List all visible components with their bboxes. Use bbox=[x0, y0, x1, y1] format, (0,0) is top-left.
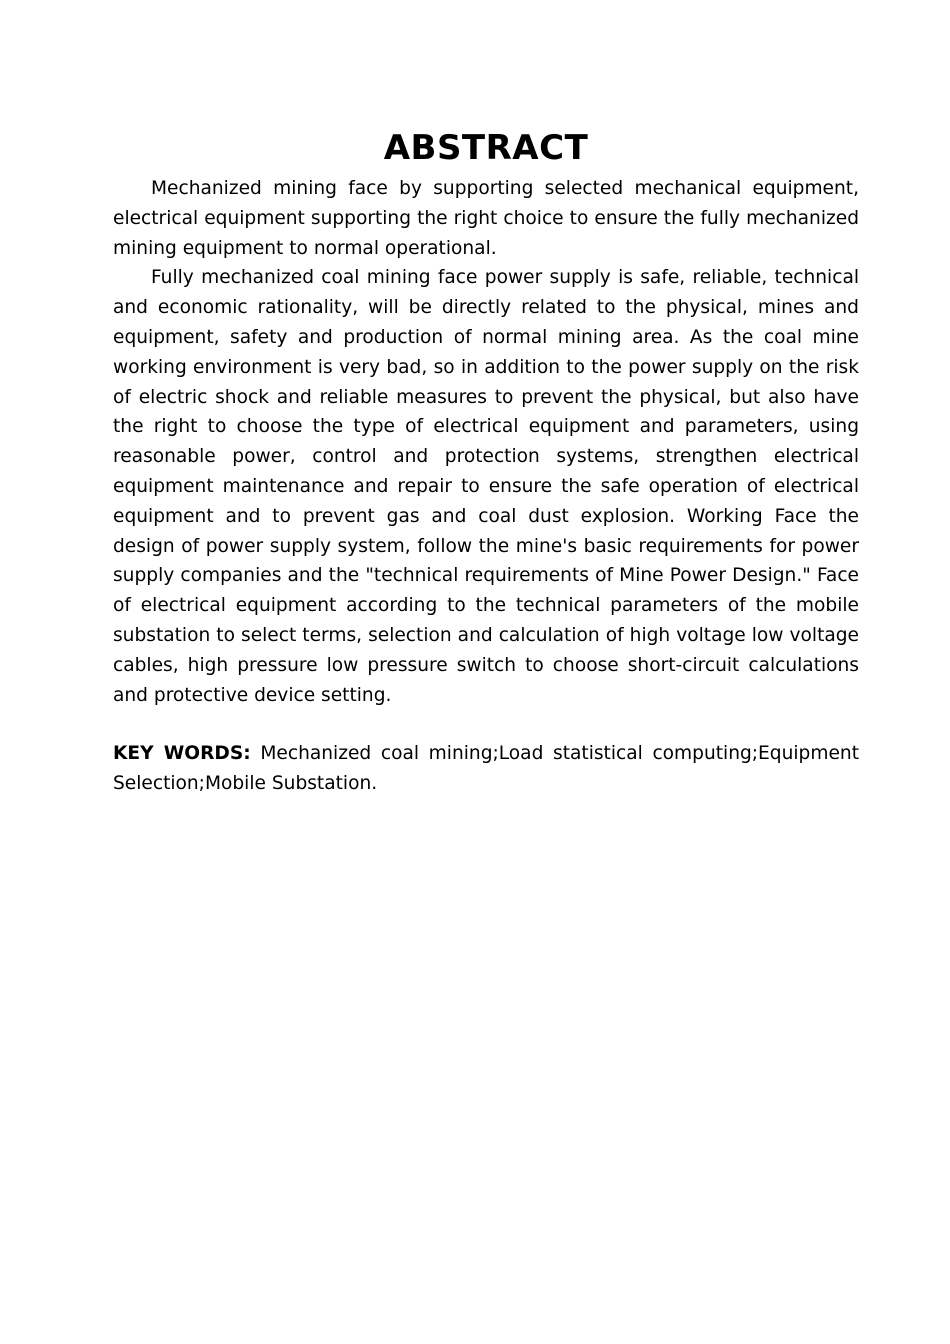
keywords-text: Mechanized coal mining;Load statistical computing;Equipment Selection;Mobile Substation. bbox=[113, 743, 859, 795]
keywords-line bbox=[113, 739, 859, 799]
abstract-paragraph-1: Mechanized mining face by supporting selected mechanical equipment, electrical equipment supporting the right choice to ensure the fully mechanized mining equipment to normal operational. bbox=[113, 178, 859, 259]
abstract-paragraph-2: Fully mechanized coal mining face power supply is safe, reliable, technical and economic rationality, will be directly related to the physical, mines and equipment, safety and production of normal mining area. As the coal mine working environment is very bad, so in addition to the power supply on the risk of electric shock and reliable measures to prevent the physical, but also have the right to choose the type of electrical equipment and parameters, using reasonable power, control and protection systems, strengthen electrical equipment maintenance and repair to ensure the safe operation of electrical equipment and to prevent gas and coal dust explosion. Working Face the design of power supply system, follow the mine's basic requirements for power supply companies and the "technical requirements of Mine Power Design." Face of electrical equipment according to the technical parameters of the mobile substation to select terms, selection and calculation of high voltage low voltage cables, high pressure low pressure switch to choose short-circuit calculations and protective device setting. bbox=[113, 267, 859, 706]
abstract-title: ABSTRACT bbox=[383, 128, 589, 168]
keywords-label: KEY WORDS: bbox=[113, 743, 251, 765]
document-page bbox=[113, 126, 859, 799]
